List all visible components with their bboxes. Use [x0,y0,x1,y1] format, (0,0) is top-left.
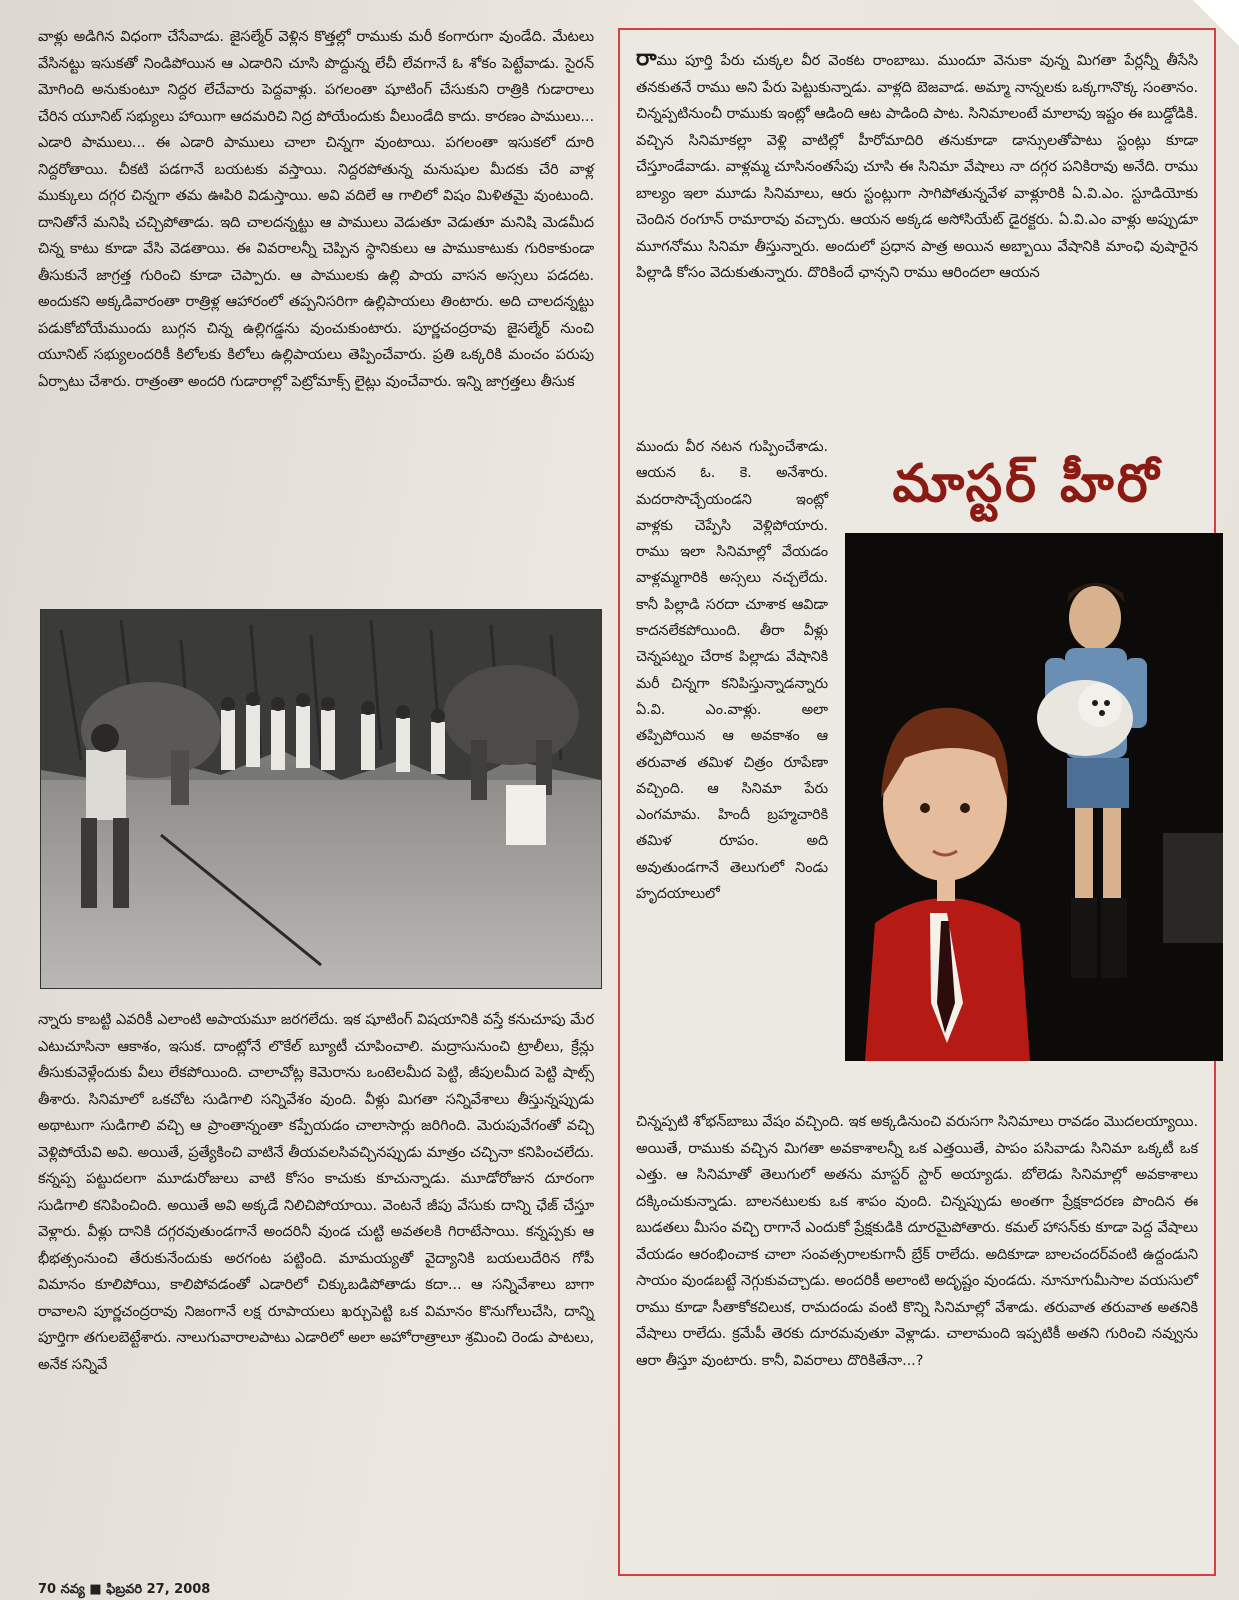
left-column-bottom [38,1007,594,1378]
elephant-shooting-photo [40,609,602,989]
left-bottom-paragraph: న్నారు కాబట్టి ఎవరికీ ఎలాంటి అపాయమూ జరగలేదు. ఇక షూటింగ్ విషయానికి వస్తే కనుచూపు మేర ఎటుచూసినా ఆకాశం, ఇసుక. దాంట్లోనే లొకేల్ బ్యూటీ చూపించాలి. మద్రాసునుంచి ట్రాలీలు, క్రేన్లు తీసుకువెళ్లేందుకు వీలు లేకపోయింది. చాలాచోట్ల కెమెరాను ఒంటెలమీద పెట్టి, జీపులమీద పెట్టి షాట్స్ తీశారు. సినిమాలో ఒకచోట సుడిగాలి సన్నివేశం వుంది. వీళ్లు మిగతా సన్నివేశాలు తీస్తున్నప్పుడు అథాటుగా సుడిగాలి వచ్చి ఆ ప్రాంతాన్నంతా కప్పేయడం చాలాసార్లు జరిగింది. మెరుపువేగంతో వచ్చి వెళ్లిపోయేవి అవి. అయితే, ప్రత్యేకించి వాటినే తీయవలసివచ్చినప్పుడు మాత్రం చచ్చినా కనిపించలేదు. కన్నప్ప పట్టుదలగా మూడురోజులు వాటి కోసం కాచుకు కూచున్నాడు. మూడోరోజున దూరంగా సుడిగాలి కనిపించింది. అయితే అవి అక్కడే నిలిచిపోయాయి. వెంటనే జీపు వేసుకు దాన్ని ఛేజ్ చేస్తూ వెళ్లారు. వీళ్లు దానికి దగ్గరవుతుండగానే అందరినీ వుండ చుట్టి అవతలకి గిరాటేసాయి. కన్నప్పకు ఆ భీభత్సంనుంచి తేరుకునేందుకు అరగంట పట్టింది. మామయ్యతో వైద్యానికి బయలుదేరిన గోపీ విమానం కూలిపోయి, కాలిపోవడంతో ఎడారిలో చిక్కుబడిపోతాడు కదా... ఆ సన్నివేశాలు బాగా రావాలని పూర్ణచంద్రరావు నిజంగానే లక్ష రూపాయలు ఖర్చుపెట్టి ఒక విమానం కొనుగోలుచేసి, దాన్ని పూర్తిగా తగులబెట్టేశారు. నాలుగువారాలపాటు ఎడారిలో అలా అహోరాత్రాలూ శ్రమించి రెండు పాటలు, అనేక సన్నివే [38,1011,594,1373]
elephant-photo-drawing [41,610,601,988]
box-narrow-column [636,434,828,907]
master-hero-photo [845,533,1223,1061]
left-top-paragraph: వాళ్లు అడిగిన విధంగా చేసేవాడు. జైసల్మేర్ వెళ్లిన కొత్తల్లో రాముకు మరీ కంగారుగా వుండేది. మేటలు వేసినట్టు ఇసుకతో నిండిపోయిన ఆ ఎడారిని చూసి పొద్దున్న లేచీ లేవగానే ఓ శోకం పెట్టేవాడు. సైరన్ మోగింది అనుకుంటూ నిద్దర లేచేవారు పెద్దవాళ్లు. పగలంతా షూటింగ్ చేసుకుని రాత్రికి గుడారాలు చేరిన యూనిట్ సభ్యులు హాయిగా ఆదమరిచి నిద్ర పోయేందుకు వీలుండేది కాదు. కారణం పాములు... ఎడారి పాములు... ఈ ఎడారి పాములు చాలా చిన్నగా వుంటాయి. పగలంతా ఇసుకలో దూరి నిద్దరోతాయి. చీకటి పడగానే బయటకు వస్తాయి. నిద్దరపోతున్న మనుషుల మీదకు చేరి వాళ్ల ముక్కులు దగ్గర చిన్నగా తమ ఊపిరి విడుస్తాయి. అవి వదిలే ఆ గాలిలో విషం మిళితమై వుంటుంది. దానితోనే మనిషి చచ్చిపోతాడు. ఇది చాలదన్నట్టు ఆ పాములు వెడుతూ వెడుతూ మనిషి మెడమీద చిన్న కాటు కూడా వేసి వెడతాయి. ఈ వివరాలన్నీ చెప్పిన స్థానికులు ఆ పాముకాటుకు గురికాకుండా తీసుకునే జాగ్రత్త గురించి కూడా చెప్పారు. ఆ పాములకు ఉల్లి పాయ వాసన అస్సలు పడదట. అందుకని అక్కడివారంతా రాత్రిళ్ల ఆహారంలో తప్పనిసరిగా ఉల్లిపాయలు తింటారు. అది చాలదన్నట్టు పడుకోబోయేముందు బుగ్గన చిన్న ఉల్లిగడ్డను వుంచుకుంటారు. పూర్ణచంద్రరావు జైసల్మేర్ నుంచి యూనిట్ సభ్యులందరికీ కిలోలకు కిలోలు ఉల్లిపాయలు తెప్పించేవారు. ప్రతి ఒక్కరికి మంచం పరుపు ఏర్పాటు చేశారు. రాత్రంతా అందరి గుడారాల్లో పెట్రోమాక్స్ లైట్లు వుంచేవారు. ఇన్ని జాగ్రత్తలు తీసుక [38,28,594,390]
headline: మాస్టర్ హీరో [892,453,1162,514]
box-top-body: ము పూర్తి పేరు చుక్కల వీర వెంకట రాంబాబు. ముందూ వెనుకా వున్న మిగతా పేర్లన్నీ తీసేసి తనకుతనే రాము అని పేరు పెట్టుకున్నాడు. వాళ్లది బెజవాడ. అమ్మా నాన్నలకు ఒక్కగానొక్క సంతానం. చిన్నప్పటినుంచీ రాముకు ఇంట్లో ఆడింది ఆట పాడింది పాట. సినిమాలంటే మాలావు ఇష్టం ఈ బుడ్డోడికి. వచ్చిన సినిమాకల్లా వెళ్లి వాటిల్లో హీరోమాదిరి తనుకూడా డాన్సులతోపాటు స్టంట్లు కూడా చేస్తూండేవాడు. వాళ్లమ్మ చూసినంతసేపు చూసి ఈ సినిమా వేషాలు నా దగ్గర పనికిరావు అనేది. రాము బాల్యం ఇలా మూడు సినిమాలు, ఆరు స్టంట్లుగా సాగిపోతున్నవేళ వాళ్లూరికి ఏ.వి.ఎం. స్టూడియోకు చెందిన రంగూన్ రామారావు వచ్చారు. ఆయన అక్కడ అసోసియేట్ డైరక్టరు. ఏ.వి.ఎం వాళ్లు అప్పుడూ మూగనోము సినిమా తీస్తున్నారు. అందులో ప్రధాన పాత్ర అయిన అబ్బాయి వేషానికి మాంఛి వుషారైన పిల్లాడి కోసం వెదుకుతున్నారు. దొరికిందే ఛాన్సని రాము ఆరిందలా ఆయన [636,52,1198,281]
box-narrow-paragraph: ముందు వీర నటన గుప్పించేశాడు. ఆయన ఓ. కె. అనేశారు. మదరాసొచ్చేయండని ఇంట్లో వాళ్లకు చెప్పేసి వెళ్లిపోయారు. రాము ఇలా సినిమాల్లో వేయడం వాళ్లమ్మగారికి అస్సలు నచ్చలేదు. కానీ పిల్లాడి సరదా చూశాక ఆవిడా కాదనలేకపోయింది. తీరా వీళ్లు చెన్నపట్నం చేరాక పిల్లాడు వేషానికి మరీ చిన్నగా కనిపిస్తున్నాడన్నారు ఏ.వి. ఎం.వాళ్లు. అలా తప్పిపోయిన ఆ అవకాశం ఆ తరువాత తమిళ చిత్రం రూపేణా వచ్చింది. ఆ సినిమా పేరు ఎంగమామ. హిందీ బ్రహ్మచారికి తమిళ రూపం. అది అవుతుండగానే తెలుగులో నిండు హృదయాలులో [636,439,828,903]
box-bottom-paragraph: చిన్నప్పటి శోభన్‌బాబు వేషం వచ్చింది. ఇక అక్కడినుంచి వరుసగా సినిమాలు రావడం మొదలయ్యాయి. అయితే, రాముకు వచ్చిన మిగతా అవకాశాలన్నీ ఒక ఎత్తయితే, పాపం పసివాడు సినిమా ఒక్కటీ ఒక ఎత్తు. ఆ సినిమాతో తెలుగులో అతను మాస్టర్ స్టార్ అయ్యాడు. బోలెడు సినిమాల్లో అవకాశాలు దక్కించుకున్నాడు. బాలనటులకు ఒక శాపం వుంది. చిన్నప్పుడు అంతగా ప్రేక్షకాదరణ పొందిన ఈ బుడతలు మీసం వచ్చి రాగానే ఎందుకో ప్రేక్షకుడికి దూరమైపోతారు. కమల్ హాసన్‌కు కూడా పెద్ద వేషాలు వేయడం ఆరంభించాక చాలా సంవత్సరాలకుగానీ బ్రేక్ రాలేదు. అదికూడా బాలచందర్‌వంటి ఉద్దండుని సాయం వుండబట్టే నెగ్గుకువచ్చాడు. అందరికీ అలాంటి అదృష్టం వుండదు. నూనూగుమీసాల వయసులో రాము కూడా సీతాకోకచిలుక, రామదండు వంటి కొన్ని సినిమాల్లో వేశాడు. తరువాత తరువాత అతనికి వేషాలు రాలేదు. క్రమేపీ తెరకు దూరమవుతూ వెళ్లాడు. చాలామంది ఇప్పటికీ అతని గురించి నవ్వును ఆరా తీస్తూ వుంటారు. కానీ, వివరాలు దొరికితేనా...? [636,1113,1198,1369]
drop-cap: రా [636,46,657,71]
box-bottom-text [636,1109,1198,1374]
box-top-paragraph [636,48,1198,287]
master-hero-photo-drawing [845,533,1223,1061]
page-footer: 70 నవ్య ■ ఫిబ్రవరి 27, 2008 [38,1582,211,1597]
left-column-top [38,24,594,395]
box-top-text [636,48,1198,287]
